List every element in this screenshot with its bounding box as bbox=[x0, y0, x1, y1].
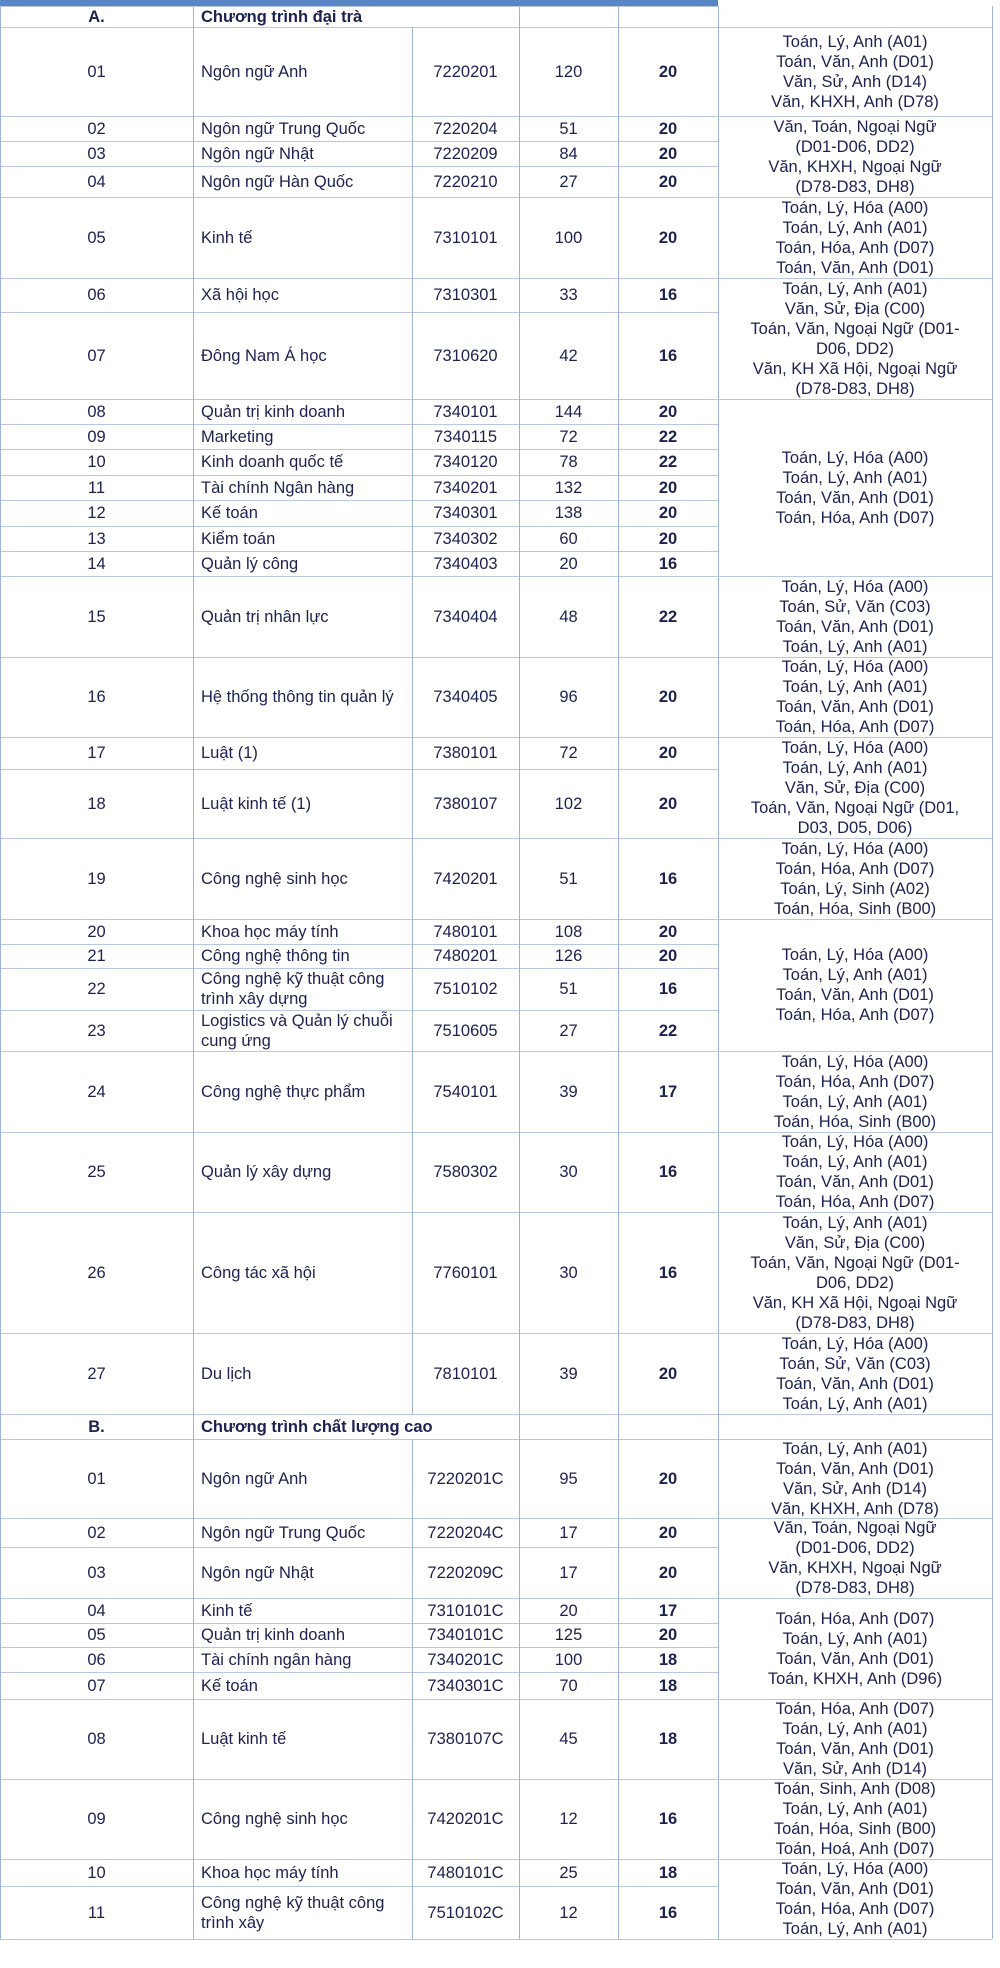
subject-combination: Toán, Lý, Hóa (A00) Toán, Lý, Anh (A01) Văn, Sử, Địa (C00) Toán, Văn, Ngoại Ngữ (D01, D03, D05, D06) bbox=[750, 738, 960, 837]
major-code: 7220209 bbox=[433, 144, 498, 163]
column-divider bbox=[992, 27, 993, 1414]
min-score: 20 bbox=[658, 172, 678, 191]
major-code: 7220210 bbox=[433, 172, 498, 191]
major-name: Luật kinh tế (1) bbox=[201, 794, 312, 813]
row-number: 03 bbox=[87, 1563, 106, 1582]
quota: 108 bbox=[554, 922, 583, 941]
major-code: 7340301 bbox=[433, 504, 498, 522]
row-number: 04 bbox=[87, 1601, 106, 1620]
min-score: 22 bbox=[658, 1021, 678, 1040]
major-code: 7510102 bbox=[433, 980, 498, 998]
quota: 17 bbox=[559, 1563, 578, 1582]
major-code: 7420201 bbox=[433, 869, 498, 888]
quota: 39 bbox=[559, 1364, 578, 1383]
major-name: Kế toán bbox=[201, 1676, 258, 1695]
min-score: 20 bbox=[658, 744, 678, 762]
subject-combination: Toán, Hóa, Anh (D07) Toán, Lý, Anh (A01) Toán, Văn, Anh (D01) Văn, Sử, Anh (D14) bbox=[775, 1700, 935, 1778]
subject-combination: Toán, Lý, Hóa (A00) Toán, Lý, Anh (A01) Toán, Hóa, Anh (D07) Toán, Văn, Anh (D01) bbox=[775, 198, 935, 277]
min-score: 16 bbox=[658, 1810, 678, 1828]
quota: 39 bbox=[559, 1082, 578, 1101]
quota: 20 bbox=[559, 1601, 578, 1620]
major-code: 7810101 bbox=[433, 1364, 498, 1383]
major-code: 7420201C bbox=[427, 1810, 504, 1828]
row-number: 06 bbox=[87, 1650, 106, 1669]
min-score: 20 bbox=[658, 228, 678, 247]
row-number: 04 bbox=[87, 172, 106, 191]
subject-combination: Toán, Sinh, Anh (D08) Toán, Lý, Anh (A01) Toán, Hóa, Sinh (B00) Toán, Hoá, Anh (D07) bbox=[773, 1780, 937, 1858]
row-number: 06 bbox=[87, 286, 106, 304]
row-number: 22 bbox=[87, 980, 106, 998]
column-divider bbox=[718, 1414, 719, 1439]
major-name: Quản lý xây dựng bbox=[201, 1163, 332, 1181]
major-name: Tài chính ngân hàng bbox=[201, 1650, 352, 1669]
major-name: Kinh tế bbox=[201, 228, 253, 247]
major-name: Hệ thống thông tin quản lý bbox=[201, 688, 394, 706]
column-divider bbox=[519, 6, 520, 27]
major-code: 7340201C bbox=[427, 1650, 504, 1669]
min-score: 16 bbox=[658, 1263, 678, 1282]
min-score: 22 bbox=[658, 453, 678, 471]
row-number: 27 bbox=[87, 1364, 106, 1383]
min-score: 18 bbox=[658, 1863, 678, 1882]
subject-combination: Toán, Lý, Anh (A01) Văn, Sử, Địa (C00) Toán, Văn, Ngoại Ngữ (D01- D06, DD2) Văn, KH Xã Hội, Ngoại Ngữ (D78-D83, DH8) bbox=[750, 279, 960, 398]
major-name: Công nghệ sinh học bbox=[201, 869, 348, 888]
min-score: 20 bbox=[658, 62, 678, 81]
min-score: 20 bbox=[658, 1523, 678, 1542]
major-name: Công nghệ sinh học bbox=[201, 1810, 348, 1828]
min-score: 20 bbox=[658, 402, 678, 421]
quota: 51 bbox=[559, 119, 578, 138]
row-number: 21 bbox=[87, 947, 106, 965]
quota: 84 bbox=[559, 144, 578, 163]
row-number: 16 bbox=[87, 688, 106, 706]
subject-combination: Toán, Lý, Hóa (A00) Toán, Sử, Văn (C03) Toán, Văn, Anh (D01) Toán, Lý, Anh (A01) bbox=[776, 1334, 934, 1413]
row-divider bbox=[0, 1939, 718, 1940]
major-name: Xã hội học bbox=[201, 286, 279, 304]
column-divider bbox=[0, 6, 1, 27]
min-score: 22 bbox=[658, 427, 678, 446]
row-number: 26 bbox=[87, 1263, 106, 1282]
row-number: 01 bbox=[87, 62, 106, 81]
major-name: Marketing bbox=[201, 427, 274, 446]
row-number: 24 bbox=[87, 1082, 106, 1101]
major-code: 7380107C bbox=[427, 1730, 504, 1748]
column-divider bbox=[519, 27, 520, 1414]
quota: 95 bbox=[559, 1469, 578, 1488]
min-score: 16 bbox=[658, 346, 678, 365]
major-code: 7340101C bbox=[427, 1626, 504, 1644]
major-name: Đông Nam Á học bbox=[201, 346, 327, 365]
row-number: 18 bbox=[87, 794, 106, 813]
column-divider bbox=[992, 1414, 993, 1439]
min-score: 20 bbox=[658, 144, 678, 163]
major-code: 7580302 bbox=[433, 1163, 498, 1181]
major-code: 7340201 bbox=[433, 478, 498, 497]
major-code: 7220204 bbox=[433, 119, 498, 138]
major-code: 7340301C bbox=[427, 1676, 504, 1695]
row-number: 05 bbox=[87, 1626, 106, 1644]
row-number: 23 bbox=[87, 1021, 106, 1040]
min-score: 20 bbox=[658, 1563, 678, 1582]
subject-combination: Toán, Lý, Anh (A01) Văn, Sử, Địa (C00) Toán, Văn, Ngoại Ngữ (D01- D06, DD2) Văn, KH Xã Hội, Ngoại Ngữ (D78-D83, DH8) bbox=[750, 1213, 960, 1332]
major-name: Ngôn ngữ Anh bbox=[201, 1469, 308, 1488]
quota: 100 bbox=[554, 1650, 583, 1669]
min-score: 20 bbox=[658, 478, 678, 497]
row-number: 15 bbox=[87, 607, 106, 626]
major-name: Khoa học máy tính bbox=[201, 922, 339, 941]
quota: 78 bbox=[559, 453, 578, 471]
major-code: 7220201 bbox=[433, 62, 498, 81]
column-divider bbox=[519, 1414, 520, 1439]
min-score: 18 bbox=[658, 1650, 678, 1669]
major-name: Luật (1) bbox=[201, 744, 258, 762]
row-number: 08 bbox=[87, 1730, 106, 1748]
section-code: A. bbox=[88, 7, 105, 26]
row-number: 11 bbox=[87, 1903, 106, 1922]
row-divider bbox=[718, 1414, 992, 1415]
row-number: 03 bbox=[87, 144, 106, 163]
quota: 33 bbox=[559, 286, 578, 304]
row-number: 08 bbox=[87, 402, 106, 421]
row-number: 14 bbox=[87, 554, 106, 573]
major-name: Ngôn ngữ Trung Quốc bbox=[201, 119, 366, 138]
column-divider bbox=[412, 1439, 413, 1939]
major-code: 7340302 bbox=[433, 529, 498, 548]
min-score: 20 bbox=[658, 119, 678, 138]
min-score: 16 bbox=[658, 554, 678, 573]
major-code: 7310301 bbox=[433, 286, 498, 304]
quota: 51 bbox=[559, 980, 578, 998]
quota: 20 bbox=[559, 554, 578, 573]
major-name: Công nghệ kỹ thuật công trình xây bbox=[201, 1893, 385, 1932]
major-name: Công nghệ thông tin bbox=[201, 947, 350, 965]
column-divider bbox=[193, 27, 194, 1414]
min-score: 20 bbox=[658, 504, 678, 522]
subject-combination: Văn, Toán, Ngoại Ngữ (D01-D06, DD2) Văn, KHXH, Ngoại Ngữ (D78-D83, DH8) bbox=[768, 117, 942, 196]
column-divider bbox=[0, 1414, 1, 1439]
quota: 48 bbox=[559, 607, 578, 626]
min-score: 18 bbox=[658, 1676, 678, 1695]
column-divider bbox=[0, 1439, 1, 1939]
major-name: Quản trị kinh doanh bbox=[201, 402, 346, 421]
column-divider bbox=[618, 1439, 619, 1939]
major-name: Kiểm toán bbox=[201, 529, 276, 548]
row-number: 10 bbox=[87, 1863, 106, 1882]
subject-combination: Toán, Lý, Anh (A01) Toán, Văn, Anh (D01) Văn, Sử, Anh (D14) Văn, KHXH, Anh (D78) bbox=[771, 32, 939, 111]
quota: 132 bbox=[554, 478, 583, 497]
min-score: 16 bbox=[658, 286, 678, 304]
row-number: 20 bbox=[87, 922, 106, 941]
quota: 27 bbox=[559, 1021, 578, 1040]
major-name: Công tác xã hội bbox=[201, 1263, 316, 1282]
major-name: Ngôn ngữ Nhật bbox=[201, 144, 314, 163]
section-title: Chương trình chất lượng cao bbox=[201, 1417, 433, 1436]
min-score: 20 bbox=[658, 1626, 678, 1644]
quota: 30 bbox=[559, 1163, 578, 1181]
row-number: 17 bbox=[87, 744, 106, 762]
major-name: Công nghệ kỹ thuật công trình xây dựng bbox=[201, 970, 385, 1008]
subject-combination: Toán, Hóa, Anh (D07) Toán, Lý, Anh (A01) Toán, Văn, Anh (D01) Toán, KHXH, Anh (D96) bbox=[767, 1609, 943, 1688]
quota: 12 bbox=[559, 1903, 578, 1922]
major-name: Khoa học máy tính bbox=[201, 1863, 339, 1882]
quota: 72 bbox=[559, 744, 578, 762]
quota: 96 bbox=[559, 688, 578, 706]
major-code: 7220201C bbox=[427, 1469, 504, 1488]
column-divider bbox=[618, 27, 619, 1414]
major-code: 7220204C bbox=[427, 1523, 504, 1542]
major-code: 7380101 bbox=[433, 744, 498, 762]
major-name: Kế toán bbox=[201, 504, 258, 522]
quota: 72 bbox=[559, 427, 578, 446]
major-code: 7480101C bbox=[427, 1863, 504, 1882]
column-divider bbox=[992, 6, 993, 27]
major-name: Ngôn ngữ Hàn Quốc bbox=[201, 172, 354, 191]
row-number: 10 bbox=[87, 453, 106, 471]
min-score: 20 bbox=[658, 1469, 678, 1488]
quota: 45 bbox=[559, 1730, 578, 1748]
min-score: 16 bbox=[658, 1163, 678, 1181]
column-divider bbox=[718, 6, 719, 27]
row-divider bbox=[0, 6, 718, 7]
row-number: 12 bbox=[87, 504, 106, 522]
row-number: 19 bbox=[87, 869, 106, 888]
major-name: Ngôn ngữ Nhật bbox=[201, 1563, 314, 1582]
subject-combination: Toán, Lý, Hóa (A00) Toán, Hóa, Anh (D07) Toán, Lý, Anh (A01) Toán, Hóa, Sinh (B00) bbox=[773, 1052, 937, 1131]
major-name: Kinh doanh quốc tế bbox=[201, 453, 344, 471]
row-number: 09 bbox=[87, 427, 106, 446]
min-score: 16 bbox=[658, 980, 678, 998]
subject-combination: Toán, Lý, Hóa (A00) Toán, Lý, Anh (A01) Toán, Văn, Anh (D01) Toán, Hóa, Anh (D07) bbox=[775, 658, 935, 736]
major-code: 7310101 bbox=[433, 228, 498, 247]
row-divider bbox=[718, 1939, 992, 1940]
min-score: 22 bbox=[658, 607, 678, 626]
quota: 42 bbox=[559, 346, 578, 365]
quota: 12 bbox=[559, 1810, 578, 1828]
min-score: 20 bbox=[658, 688, 678, 706]
row-number: 01 bbox=[87, 1469, 106, 1488]
major-name: Du lịch bbox=[201, 1364, 252, 1383]
major-code: 7340120 bbox=[433, 453, 498, 471]
major-name: Quản lý công bbox=[201, 554, 299, 573]
quota: 144 bbox=[554, 402, 583, 421]
column-divider bbox=[412, 27, 413, 1414]
min-score: 17 bbox=[658, 1082, 678, 1101]
major-code: 7760101 bbox=[433, 1263, 498, 1282]
major-code: 7310620 bbox=[433, 346, 498, 365]
row-number: 02 bbox=[87, 119, 106, 138]
row-number: 25 bbox=[87, 1163, 106, 1181]
quota: 125 bbox=[554, 1626, 583, 1644]
quota: 102 bbox=[554, 794, 583, 813]
major-name: Quản trị kinh doanh bbox=[201, 1626, 346, 1644]
quota: 120 bbox=[554, 62, 583, 81]
quota: 30 bbox=[559, 1263, 578, 1282]
column-divider bbox=[0, 27, 1, 1414]
section-title: Chương trình đại trà bbox=[201, 7, 363, 26]
min-score: 18 bbox=[658, 1730, 678, 1748]
row-number: 02 bbox=[87, 1523, 106, 1542]
row-number: 05 bbox=[87, 228, 106, 247]
major-code: 7480101 bbox=[433, 922, 498, 941]
row-number: 13 bbox=[87, 529, 106, 548]
major-code: 7340115 bbox=[433, 427, 497, 446]
major-name: Công nghệ thực phẩm bbox=[201, 1082, 366, 1101]
min-score: 20 bbox=[658, 1364, 678, 1383]
column-divider bbox=[519, 1439, 520, 1939]
quota: 70 bbox=[559, 1676, 578, 1695]
quota: 25 bbox=[559, 1863, 578, 1882]
major-code: 7380107 bbox=[433, 794, 498, 813]
quota: 100 bbox=[554, 228, 583, 247]
major-code: 7510605 bbox=[433, 1021, 498, 1040]
quota: 138 bbox=[554, 504, 583, 522]
row-number: 07 bbox=[87, 1676, 106, 1695]
major-name: Ngôn ngữ Anh bbox=[201, 62, 308, 81]
quota: 27 bbox=[559, 172, 578, 191]
column-divider bbox=[193, 1414, 194, 1439]
major-name: Kinh tế bbox=[201, 1601, 253, 1620]
column-divider bbox=[618, 6, 619, 27]
subject-combination: Toán, Lý, Hóa (A00) Toán, Sử, Văn (C03) Toán, Văn, Anh (D01) Toán, Lý, Anh (A01) bbox=[776, 577, 934, 656]
quota: 17 bbox=[559, 1523, 578, 1542]
column-divider bbox=[992, 1439, 993, 1939]
subject-combination: Văn, Toán, Ngoại Ngữ (D01-D06, DD2) Văn, KHXH, Ngoại Ngữ (D78-D83, DH8) bbox=[768, 1519, 942, 1597]
major-code: 7540101 bbox=[433, 1082, 498, 1101]
subject-combination: Toán, Lý, Hóa (A00) Toán, Lý, Anh (A01) Toán, Văn, Anh (D01) Toán, Hóa, Anh (D07) bbox=[775, 946, 935, 1024]
major-code: 7340403 bbox=[433, 554, 498, 573]
row-number: 07 bbox=[87, 346, 106, 365]
major-name: Luật kinh tế bbox=[201, 1730, 287, 1748]
quota: 51 bbox=[559, 869, 578, 888]
subject-combination: Toán, Lý, Hóa (A00) Toán, Hóa, Anh (D07) Toán, Lý, Sinh (A02) Toán, Hóa, Sinh (B00) bbox=[773, 839, 937, 918]
column-divider bbox=[193, 6, 194, 27]
min-score: 16 bbox=[658, 869, 678, 888]
major-name: Quản trị nhân lực bbox=[201, 607, 329, 626]
subject-combination: Toán, Lý, Anh (A01) Toán, Văn, Anh (D01) Văn, Sử, Anh (D14) Văn, KHXH, Anh (D78) bbox=[771, 1439, 939, 1518]
quota: 126 bbox=[554, 947, 583, 965]
major-code: 7510102C bbox=[427, 1903, 504, 1922]
major-code: 7340405 bbox=[433, 688, 498, 706]
major-name: Ngôn ngữ Trung Quốc bbox=[201, 1523, 366, 1542]
section-code: B. bbox=[88, 1417, 105, 1436]
quota: 60 bbox=[559, 529, 578, 548]
subject-combination: Toán, Lý, Hóa (A00) Toán, Văn, Anh (D01) Toán, Hóa, Anh (D07) Toán, Lý, Anh (A01) bbox=[775, 1860, 935, 1938]
major-code: 7340101 bbox=[433, 402, 498, 421]
min-score: 17 bbox=[658, 1601, 678, 1620]
min-score: 16 bbox=[658, 1903, 678, 1922]
major-code: 7220209C bbox=[427, 1563, 504, 1582]
subject-combination: Toán, Lý, Hóa (A00) Toán, Lý, Anh (A01) Toán, Văn, Anh (D01) Toán, Hóa, Anh (D07) bbox=[775, 448, 935, 527]
min-score: 20 bbox=[658, 529, 678, 548]
min-score: 20 bbox=[658, 794, 678, 813]
column-divider bbox=[618, 1414, 619, 1439]
min-score: 20 bbox=[658, 947, 678, 965]
major-name: Logistics và Quản lý chuỗi cung ứng bbox=[201, 1011, 393, 1050]
subject-combination: Toán, Lý, Hóa (A00) Toán, Lý, Anh (A01) Toán, Văn, Anh (D01) Toán, Hóa, Anh (D07) bbox=[775, 1133, 935, 1211]
major-code: 7310101C bbox=[427, 1601, 504, 1620]
major-code: 7480201 bbox=[433, 947, 498, 965]
column-divider bbox=[193, 1439, 194, 1939]
row-number: 09 bbox=[87, 1810, 106, 1828]
major-code: 7340404 bbox=[433, 607, 498, 626]
min-score: 20 bbox=[658, 922, 678, 941]
major-name: Tài chính Ngân hàng bbox=[201, 478, 355, 497]
row-number: 11 bbox=[87, 478, 106, 497]
